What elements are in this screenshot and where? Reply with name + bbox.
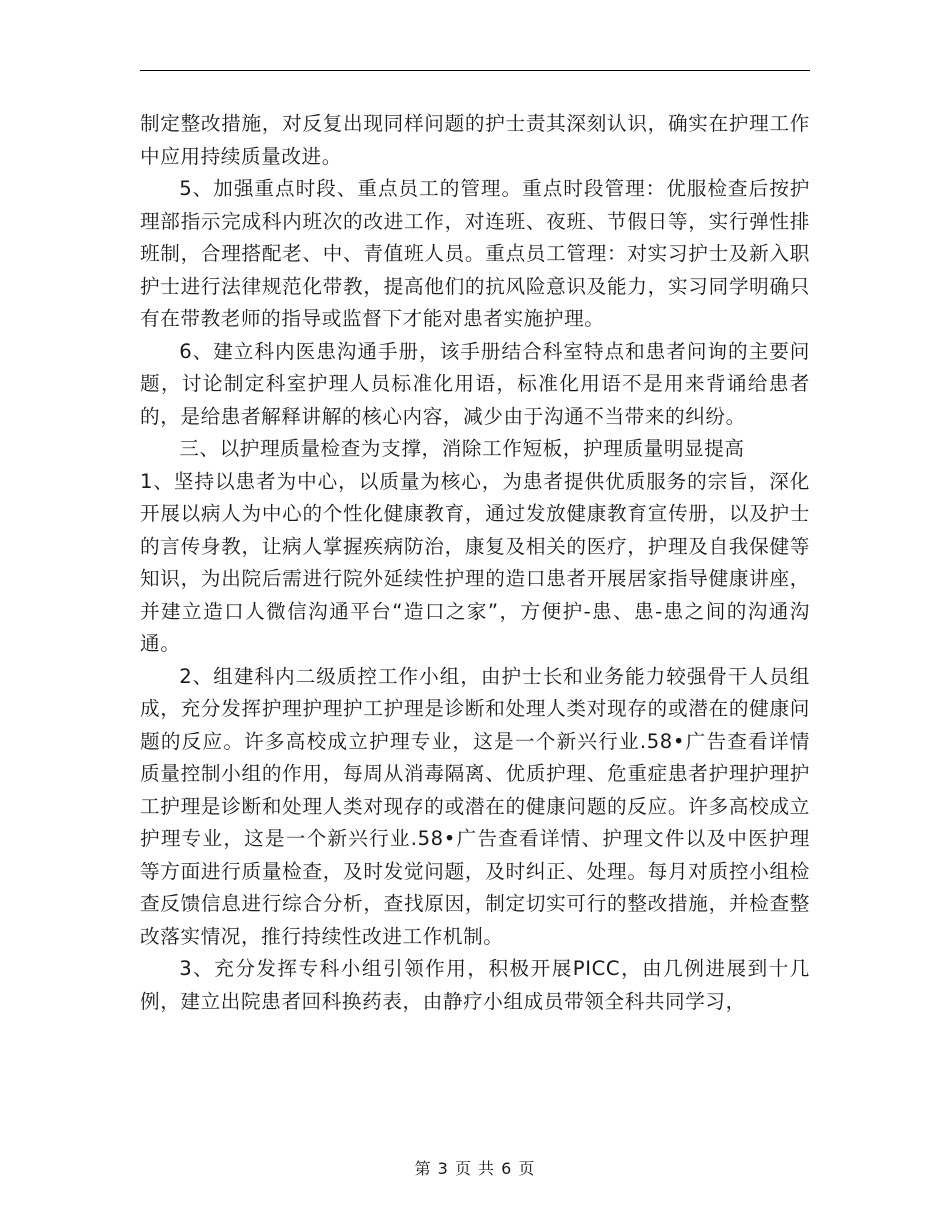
paragraph-3: 6、建立科内医患沟通手册，该手册结合科室特点和患者问询的主要问题，讨论制定科室护理人员标准化用语，标准化用语不是用来背诵给患者的，是给患者解释讲解的核心内容，减少由于沟通不当带来的纠纷。 <box>140 339 810 428</box>
paragraph-7: 3、充分发挥专科小组引领作用，积极开展PICC，由几例进展到十几例，建立出院患者回科换药表，由静疗小组成员带领全科共同学习， <box>140 957 810 1013</box>
header-rule <box>140 70 810 71</box>
document-body <box>140 108 810 1018</box>
paragraph-6: 2、组建科内二级质控工作小组，由护士长和业务能力较强骨干人员组成，充分发挥护理护理护工护理是诊断和处理人类对现存的或潜在的健康问题的反应。许多高校成立护理专业，这是一个新兴行业.58•广告查看详情质量控制小组的作用，每周从消毒隔离、优质护理、危重症患者护理护理护工护理是诊断和处理人类对现存的或潜在的健康问题的反应。许多高校成立护理专业，这是一个新兴行业.58•广告查看详情、护理文件以及中医护理等方面进行质量检查，及时发觉问题，及时纠正、处理。每月对质控小组检查反馈信息进行综合分析，查找原因，制定切实可行的整改措施，并检查整改落实情况，推行持续性改进工作机制。 <box>140 664 810 948</box>
paragraph-1: 制定整改措施，对反复出现同样问题的护士责其深刻认识，确实在护理工作中应用持续质量改进。 <box>140 112 810 168</box>
paragraph-5: 1、坚持以患者为中心，以质量为核心，为患者提供优质服务的宗旨，深化开展以病人为中心的个性化健康教育，通过发放健康教育宣传册，以及护士的言传身教，让病人掌握疾病防治，康复及相关的医疗，护理及自我保健等知识，为出院后需进行院外延续性护理的造口患者开展居家指导健康讲座，并建立造口人微信沟通平台“造口之家”，方便护-患、患-患之间的沟通沟通。 <box>140 469 810 655</box>
section-heading: 三、以护理质量检查为支撑，消除工作短板，护理质量明显提高 <box>179 437 745 460</box>
page-footer: 第 3 页 共 6 页 <box>414 1159 536 1178</box>
paragraph-2: 5、加强重点时段、重点员工的管理。重点时段管理：优服检查后按护理部指示完成科内班次的改进工作，对连班、夜班、节假日等，实行弹性排班制，合理搭配老、中、青值班人员。重点员工管理：对实习护士及新入职护士进行法律规范化带教，提高他们的抗风险意识及能力，实习同学明确只有在带教老师的指导或监督下才能对患者实施护理。 <box>140 177 810 330</box>
